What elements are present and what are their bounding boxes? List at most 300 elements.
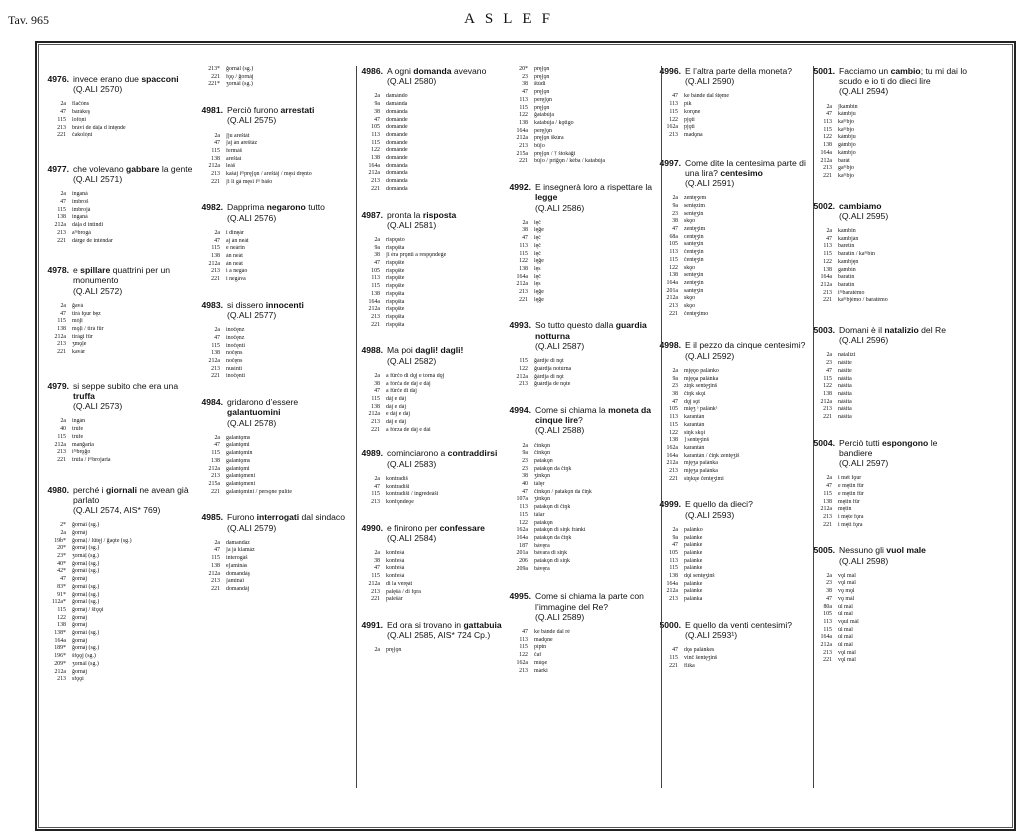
survey-point: 213* — [208, 66, 220, 72]
survey-point: 213 — [57, 341, 66, 348]
dialect-form: skǫ́o — [684, 303, 696, 310]
entry — [198, 512, 354, 593]
survey-point: 2a — [60, 529, 66, 536]
dialect-form: patakǫ́n di siŋk fránkí — [534, 527, 586, 534]
dialect-form: ğornáj — [72, 529, 88, 536]
survey-point: 2a — [672, 367, 678, 374]
entry-question — [535, 405, 660, 436]
entry-question — [387, 448, 508, 468]
survey-point: 115 — [823, 251, 832, 258]
entry-citation: (Q.ALI 2573) — [73, 401, 123, 412]
response-row — [656, 101, 810, 109]
response-row — [810, 619, 970, 627]
entry-heading — [810, 325, 970, 345]
survey-point: 23 — [672, 210, 678, 217]
survey-point: 221* — [208, 81, 220, 88]
question-text: del Re — [918, 325, 946, 336]
survey-point: 115 — [57, 318, 66, 325]
survey-point: 221 — [519, 296, 528, 303]
response-row — [44, 568, 198, 576]
response-row — [506, 366, 660, 374]
dialect-form: galantǫ́min — [226, 450, 253, 457]
response-row — [198, 335, 354, 343]
dialect-form: domandáş — [226, 570, 250, 577]
survey-point: 221 — [211, 178, 220, 185]
survey-point: 113 — [519, 96, 528, 103]
response-row — [810, 499, 970, 507]
dialect-form: rispǫ́sto — [386, 236, 405, 243]
dialect-form: dománde — [386, 147, 408, 154]
response-row — [198, 481, 354, 489]
entry-citation: (Q.ALI 2595) — [839, 210, 889, 221]
entry-citation: (Q.ALI 2589) — [535, 611, 585, 622]
dialect-form: ʃkambin — [838, 103, 858, 110]
dialect-form: vǫ́l mál — [838, 649, 856, 656]
dialect-form: ziŋk sentę́ʒinš — [684, 383, 718, 390]
entry-citation: (Q.ALI 2579) — [227, 522, 277, 533]
response-row — [810, 134, 970, 142]
response-row — [810, 150, 970, 158]
dialect-form: činkǫ́n / patakǫ́n da čiŋk — [534, 488, 592, 495]
survey-point: 138* — [54, 630, 66, 637]
response-row — [358, 132, 508, 140]
survey-point: 2a — [60, 101, 66, 108]
survey-point: 91* — [57, 591, 66, 598]
survey-point: 221 — [211, 276, 220, 283]
response-row — [656, 203, 810, 211]
dialect-form: prę́ʃǫn / † štokáǧi — [534, 150, 576, 157]
survey-point: 2a — [374, 475, 380, 482]
survey-point: 47 — [214, 237, 220, 244]
survey-point: 38 — [374, 380, 380, 387]
dialect-form: múǫ́e — [534, 659, 548, 666]
entry — [44, 164, 198, 245]
dialect-form: karantán — [684, 414, 705, 421]
entry-citation: (Q.ALI 2584) — [387, 532, 437, 543]
response-row — [656, 218, 810, 226]
response-row — [44, 553, 198, 561]
dialect-form: ğornáj (sg.) — [72, 645, 100, 652]
dialect-form: natalízi — [838, 352, 856, 359]
dialect-form: kontradíš — [386, 475, 408, 482]
dialect-form: nusínti — [226, 365, 243, 372]
question-text: perché i — [73, 484, 106, 495]
dialect-form: skǫ́o — [684, 295, 696, 302]
dialect-form: skǫ́o — [684, 218, 696, 225]
entry-number: 4995. — [509, 591, 531, 602]
survey-point: 212a — [666, 588, 678, 595]
keyword: centesimo — [720, 167, 763, 178]
dialect-form: kambję́n — [838, 258, 859, 265]
response-row — [506, 652, 660, 660]
keyword: spacconi — [141, 74, 179, 84]
survey-point: 112a* — [51, 599, 66, 606]
dialect-form: madǫ́na — [684, 131, 703, 138]
survey-point: 212a — [820, 506, 832, 513]
response-row — [44, 349, 198, 357]
dialect-form: ğornáj — [72, 576, 88, 583]
survey-point: 47 — [60, 576, 66, 583]
dialect-form: korǫ́ne — [684, 108, 701, 115]
response-row — [44, 434, 198, 442]
dialect-form: mję́ǫa palánka — [684, 375, 719, 382]
response-row — [44, 426, 198, 434]
survey-point: 138 — [57, 622, 66, 629]
dialect-form: ʃi li gá męsi iᵐ bášo — [226, 178, 273, 185]
survey-point: 23 — [522, 465, 528, 472]
survey-point: 122 — [371, 147, 380, 154]
entry — [358, 448, 508, 506]
entry-question — [73, 381, 198, 412]
survey-point: 212a — [368, 580, 380, 587]
response-row — [810, 414, 970, 422]
keyword: guardia notturna — [535, 320, 647, 341]
keyword: innocenti — [265, 299, 304, 310]
dialect-form: zentę́ʒem — [684, 195, 707, 202]
dialect-form: barákeş — [72, 109, 90, 116]
dialect-form: patakǫ́n di čiŋk — [534, 504, 571, 511]
dialect-form: dáj e dáj — [386, 403, 406, 410]
response-row — [656, 303, 810, 311]
dialect-form: rispǫ́šta — [386, 321, 405, 328]
dialect-form: imbroš — [72, 199, 89, 206]
dialect-form: a fǘrčo di dǫ́j e torná dǫ́j — [386, 372, 445, 379]
survey-point: 47 — [672, 647, 678, 654]
dialect-form: náśite — [838, 367, 852, 374]
survey-point: 115 — [519, 511, 528, 518]
response-row — [44, 303, 198, 311]
dialect-form: nočę́ns — [226, 350, 243, 357]
survey-point: 38 — [522, 227, 528, 234]
survey-point: 23 — [826, 580, 832, 587]
dialect-form: mję́ǫo palánko — [684, 367, 719, 374]
entry-question — [685, 66, 810, 86]
dialect-form: interogáš — [226, 555, 248, 562]
dialect-form: inganá — [72, 191, 88, 198]
entry — [810, 438, 970, 530]
survey-point: 221 — [211, 585, 220, 592]
survey-point: 9a — [672, 202, 678, 209]
dialect-form: čentę́ʒin — [684, 249, 704, 256]
response-row — [198, 473, 354, 481]
survey-point: 107a — [516, 496, 528, 503]
dialect-form: palánke — [684, 565, 703, 572]
response-row — [44, 676, 198, 684]
response-row — [506, 243, 660, 251]
response-row — [44, 607, 198, 615]
response-row — [358, 178, 508, 186]
dialect-form: palánke — [684, 534, 703, 541]
dialect-form: prę́ʃǫn — [534, 89, 550, 96]
entry-question — [535, 320, 660, 351]
entry-number: 4991. — [361, 619, 383, 630]
response-row — [506, 458, 660, 466]
dialect-form: lę́ğe — [534, 258, 544, 265]
survey-point: 221 — [669, 662, 678, 669]
response-row — [810, 475, 970, 483]
survey-point: 115 — [211, 245, 220, 252]
entry-number: 4993. — [509, 320, 531, 331]
dialect-form: kontradíši — [386, 483, 410, 490]
dialect-form: ğornáj — [72, 637, 88, 644]
entry-heading — [198, 202, 354, 222]
keyword: galantuomini — [227, 407, 281, 418]
entry-question — [387, 523, 508, 543]
dialect-form: kámbju — [838, 111, 856, 118]
response-row — [358, 589, 508, 597]
survey-point: 23* — [57, 553, 66, 560]
dialect-form: lęs — [534, 265, 541, 272]
response-row — [198, 489, 354, 497]
survey-point: 38 — [672, 218, 678, 225]
survey-point: 213 — [823, 513, 832, 520]
survey-point: 221 — [823, 414, 832, 421]
dialect-form: palánke — [684, 588, 703, 595]
response-row — [656, 573, 810, 581]
response-row — [44, 117, 198, 125]
response-row — [198, 547, 354, 555]
entry-heading — [44, 164, 198, 184]
dialect-form: e mę́tin fǘr — [838, 483, 864, 490]
survey-point: 213 — [823, 649, 832, 656]
response-row — [44, 530, 198, 538]
response-row — [358, 411, 508, 419]
dialect-form: konfeśá — [386, 573, 405, 580]
entry — [506, 591, 660, 675]
survey-point: 47 — [374, 483, 380, 490]
dialect-form: úl mál — [838, 642, 853, 649]
survey-point: 105 — [669, 406, 678, 413]
dialect-form: ke bánde dal štę́me — [684, 93, 729, 100]
entry-question — [839, 545, 970, 565]
dialect-form: katabúja / kǫ́tigo — [534, 119, 574, 126]
dialect-form: santę́ʒin — [684, 241, 704, 248]
keyword: vuol male — [886, 545, 926, 556]
survey-point: 105 — [371, 267, 380, 274]
response-row — [506, 135, 660, 143]
question-text: Come si chiama la — [535, 404, 609, 415]
survey-point: 213 — [669, 468, 678, 475]
response-row — [810, 119, 970, 127]
response-row — [810, 142, 970, 150]
survey-point: 20* — [57, 545, 66, 552]
response-row — [198, 458, 354, 466]
dialect-form: ğornáj — [72, 622, 88, 629]
keyword: truffa — [73, 390, 95, 401]
keyword: negarono — [266, 202, 306, 213]
entry-citation: (Q.ALI 2580) — [387, 76, 437, 87]
dialect-form: lę́ğe — [534, 289, 544, 296]
survey-point: 221 — [211, 488, 220, 495]
survey-point: 221 — [57, 349, 66, 356]
question-text: A ogni — [387, 66, 414, 76]
dialect-form: píptn — [534, 644, 547, 651]
dialect-form: ʒinkǫ́n — [534, 473, 551, 480]
dialect-form: i mét fǫ́ur — [838, 475, 862, 482]
survey-point: 221 — [823, 521, 832, 528]
response-row — [810, 243, 970, 251]
survey-point: 47 — [826, 235, 832, 242]
dialect-form: damándo — [386, 93, 408, 100]
dialect-form: sentę́ʒin — [684, 272, 704, 279]
dialect-form: konfeśá — [386, 557, 405, 564]
response-row — [44, 538, 198, 546]
dialect-form: patakǫ́n da čiŋk — [534, 465, 572, 472]
dialect-form: flačóns — [72, 101, 90, 108]
survey-point: 113 — [669, 414, 678, 421]
entry-question — [73, 164, 198, 184]
response-row — [506, 158, 660, 166]
survey-point: 47 — [522, 488, 528, 495]
dialect-form: dǫ́s palánkes — [684, 647, 715, 654]
response-row — [506, 466, 660, 474]
dialect-form: rispǫ́šta — [386, 290, 405, 297]
response-row — [506, 97, 660, 105]
survey-point: 113 — [823, 119, 832, 126]
entry-citation: (Q.ALI 2581) — [387, 219, 437, 230]
entry-heading — [810, 66, 970, 97]
survey-point: 115 — [669, 565, 678, 572]
question-text: E quello da venti centesimi? — [685, 619, 793, 630]
column-divider — [813, 66, 814, 788]
dialect-form: vǫ́l mál — [838, 657, 856, 664]
dialect-form: mǫ́ļi / tirá fǘr — [72, 325, 104, 332]
dialect-form: rispǫ́šte — [386, 267, 405, 274]
survey-point: 221 — [57, 456, 66, 463]
response-row — [198, 230, 354, 238]
response-row — [44, 615, 198, 623]
dialect-form: lę́č — [534, 242, 541, 249]
response-row — [506, 558, 660, 566]
question-text: Perciò furono — [227, 105, 281, 116]
survey-point: 138 — [823, 498, 832, 505]
entry-number: 4976. — [47, 74, 69, 84]
question-text: cominciarono a — [387, 448, 448, 459]
dialect-form: čentę́ʒin — [684, 256, 704, 263]
entry-citation: (Q.ALI 2587) — [535, 340, 585, 351]
entry-heading — [506, 591, 660, 622]
entry-citation: (Q.ALI 2593) — [685, 509, 735, 520]
survey-point: 212a — [368, 170, 380, 177]
entry-question — [839, 201, 970, 221]
dialect-form: imbrojá — [72, 206, 91, 213]
survey-point: 83* — [57, 583, 66, 590]
response-row — [44, 622, 198, 630]
survey-point: 9a — [374, 101, 380, 108]
survey-point: 122 — [519, 519, 528, 526]
dialect-form: ] sentę́ʒinš — [684, 437, 710, 444]
dialect-form: náśita — [838, 375, 852, 382]
dialect-form: palešár — [386, 596, 403, 603]
entry-number: 4984. — [201, 397, 223, 408]
response-row — [44, 638, 198, 646]
dialect-form: úl mál — [838, 634, 853, 641]
survey-point: 221 — [823, 297, 832, 304]
dialect-form: vǫ́ mǫ́l — [838, 588, 855, 595]
dialect-form: prę́ʃǫn škúra — [534, 135, 564, 142]
survey-point: 47 — [374, 388, 380, 395]
response-row — [358, 252, 508, 260]
entry-citation: (Q.ALI 2586) — [535, 202, 585, 213]
dialect-form: konfeśá — [386, 565, 405, 572]
survey-point: 209a — [516, 565, 528, 572]
response-row — [44, 576, 198, 584]
survey-point: 122 — [669, 429, 678, 436]
response-row — [810, 111, 970, 119]
response-row — [656, 430, 810, 438]
entry-question — [73, 265, 198, 296]
response-row — [656, 542, 810, 550]
dialect-form: inočę́nz — [226, 327, 245, 334]
response-row — [506, 550, 660, 558]
dialect-form: nočę́ns — [226, 357, 243, 364]
question-text: che volevano — [73, 163, 127, 174]
response-row — [358, 268, 508, 276]
survey-point: 2a — [214, 327, 220, 334]
response-row — [810, 352, 970, 360]
entry-citation: (Q.ALI 2594) — [839, 86, 889, 97]
question-text: ; tu mi dai lo scudo e io ti do dieci lire — [839, 66, 968, 87]
response-row — [810, 611, 970, 619]
survey-point: 2a — [374, 93, 380, 100]
survey-point: 115 — [371, 283, 380, 290]
entry-number: 4986. — [361, 66, 383, 76]
dialect-form: domandáj — [226, 585, 250, 592]
survey-point: 212a — [368, 306, 380, 313]
survey-point: 23 — [672, 383, 678, 390]
response-row — [656, 288, 810, 296]
response-row — [656, 558, 810, 566]
dialect-form: fǫ́ǫ / ğornáj — [226, 73, 254, 80]
entry-heading — [358, 620, 508, 640]
survey-point: 115 — [669, 654, 678, 661]
entry-heading — [810, 438, 970, 469]
response-row — [198, 81, 354, 89]
entry — [198, 397, 354, 496]
question-text: So tutto questo dalla — [535, 320, 616, 331]
entry-citation: (Q.ALI 2592) — [685, 350, 735, 361]
entry-question — [227, 397, 354, 428]
survey-point: 213 — [823, 289, 832, 296]
response-row — [656, 414, 810, 422]
entry-heading — [810, 201, 970, 221]
survey-point: 164a — [666, 279, 678, 286]
dialect-form: lę́č — [534, 273, 541, 280]
response-row — [656, 596, 810, 604]
survey-point: 138 — [669, 437, 678, 444]
dialect-form: inočę́nti — [226, 373, 245, 380]
entry-number: 4982. — [201, 202, 223, 213]
dialect-form: lę́č — [534, 219, 541, 226]
survey-point: 40 — [522, 481, 528, 488]
dialect-form: márki — [534, 667, 548, 674]
response-row — [44, 109, 198, 117]
response-row — [656, 368, 810, 376]
response-row — [506, 66, 660, 74]
survey-point: 138 — [211, 350, 220, 357]
response-row — [506, 105, 660, 113]
response-row — [656, 588, 810, 596]
dialect-form: rispǫ́šta — [386, 244, 405, 251]
dialect-form: šfǫǫ́j (sg.) — [72, 653, 96, 660]
entry-number: 4987. — [361, 209, 383, 220]
dialect-form: ğornáļ (sg.) — [72, 591, 100, 598]
response-row — [506, 535, 660, 543]
survey-point: 113 — [669, 557, 678, 564]
survey-point: 2a — [214, 539, 220, 546]
dialect-form: siŋkųe čentę́ʒimi — [684, 475, 724, 482]
survey-point: 122 — [669, 264, 678, 271]
